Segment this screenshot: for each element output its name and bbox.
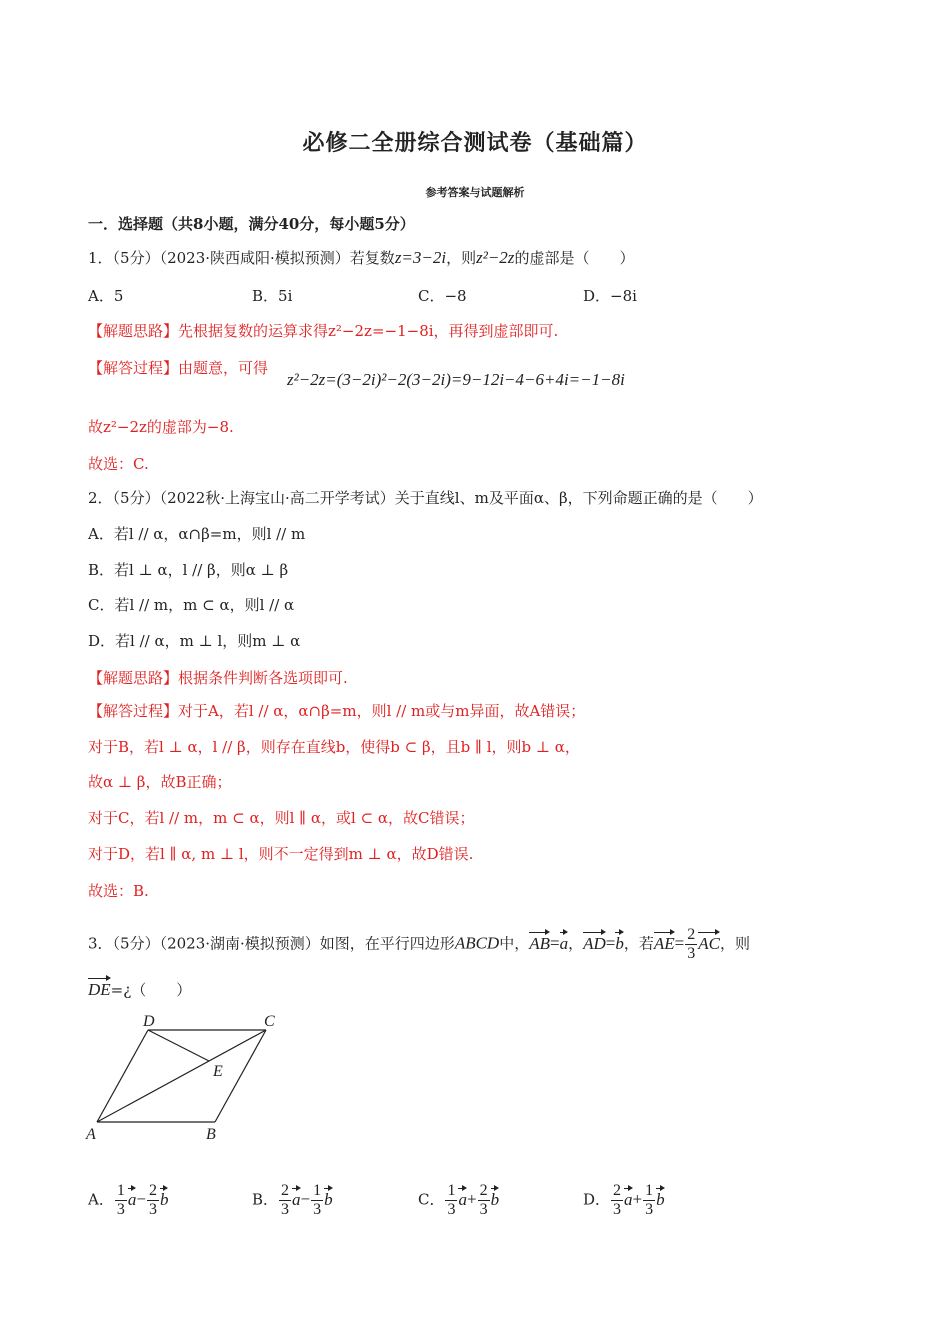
q2-hint-text: 根据条件判断各选项即可. bbox=[178, 669, 348, 687]
q3-option-c: C． $\frac{1}{3}$ a+ $\frac{2}{3}$ b bbox=[418, 1182, 500, 1218]
label-a: A bbox=[86, 1126, 96, 1143]
q3-vector-ab: AB bbox=[529, 933, 550, 953]
label-d: D bbox=[143, 1013, 155, 1030]
label-e: E bbox=[213, 1063, 223, 1080]
q2-hint bbox=[88, 668, 348, 688]
q2-process-line-2: 对于B，若l ⊥ α，l // β，则存在直线b，使得b ⊂ β，且b ∥ l，则b ⊥ α， bbox=[88, 738, 580, 756]
q2-process-line-4: 对于C，若l // m，m ⊂ α，则l ∥ α，或l ⊂ α，故C错误； bbox=[88, 809, 475, 827]
q1-stem bbox=[88, 248, 634, 268]
q3-stem-line-2 bbox=[88, 980, 191, 1000]
label-b: B bbox=[206, 1126, 216, 1143]
q1-process bbox=[88, 358, 268, 378]
q1-stem-prefix: 1．（5分）（2023·陕西咸阳·模拟预测）若复数 bbox=[88, 249, 395, 267]
q2-answer: 故选：B. bbox=[88, 882, 149, 900]
q3-stem-ze: ，则 bbox=[720, 934, 751, 953]
q1-option-c: C．−8 bbox=[418, 287, 467, 305]
q1-stem-expression: z²−2z bbox=[476, 248, 515, 267]
q3-option-d: D． $\frac{2}{3}$ a+ $\frac{1}{3}$ b bbox=[583, 1182, 665, 1218]
q1-process-equation bbox=[287, 370, 625, 390]
q3-vector-ac: AC bbox=[698, 933, 720, 953]
q3-option-b: B． $\frac{2}{3}$ a− $\frac{1}{3}$ b bbox=[252, 1182, 333, 1218]
q2-process-line-5: 对于D，若l ∥ α, m ⊥ l，则不一定得到m ⊥ α，故D错误. bbox=[88, 845, 474, 863]
q3-stem-ruo: ，若 bbox=[623, 934, 654, 953]
q3-stem-prefix: 3．（5分）（2023·湖南·模拟预测）如图，在平行四边形 bbox=[88, 934, 455, 953]
q3-vector-a: a bbox=[559, 933, 569, 953]
segment-de bbox=[148, 1030, 209, 1061]
page-title: 必修二全册综合测试卷（基础篇） bbox=[302, 130, 648, 156]
q3-vector-b: b bbox=[615, 933, 624, 953]
q1-stem-mid: ，则 bbox=[446, 249, 477, 267]
q3-vector-ad: AD bbox=[583, 933, 606, 953]
q1-stem-equation: z=3−2i bbox=[394, 248, 447, 267]
q2-hint-label: 【解题思路】 bbox=[88, 669, 179, 687]
q3-fraction-two-thirds: $\frac{2}{3}$ bbox=[687, 926, 696, 962]
q3-option-a: A． $\frac{1}{3}$ a− $\frac{2}{3}$ b bbox=[88, 1182, 169, 1218]
q1-conclusion: 故z²−2z的虚部为−8. bbox=[88, 418, 234, 436]
parallelogram-figure bbox=[80, 1008, 300, 1148]
q3-stem-abcd: ABCD bbox=[454, 933, 500, 953]
q2-option-d: D．若l // α，m ⊥ l，则m ⊥ α bbox=[88, 632, 301, 650]
q2-process-line-3: 故α ⊥ β，故B正确； bbox=[88, 773, 232, 791]
q2-stem: 2．（5分）（2022秋·上海宝山·高二开学考试）关于直线l、m及平面α、β，下列命题正确的是（ ） bbox=[88, 489, 763, 507]
section-heading: 一．选择题（共8小题，满分40分，每小题5分） bbox=[88, 215, 415, 233]
q1-process-equation-text: z²−2z=(3−2i)²−2(3−2i)=9−12i−4−6+4i=−1−8i bbox=[287, 370, 625, 389]
q1-answer: 故选：C. bbox=[88, 455, 149, 473]
q1-hint-label: 【解题思路】 bbox=[88, 322, 179, 340]
page-subtitle: 参考答案与试题解析 bbox=[425, 186, 525, 199]
label-c: C bbox=[264, 1013, 275, 1030]
q2-process-line-1-text: 对于A，若l // α，α∩β=m，则l // m或与m异面，故A错误； bbox=[178, 702, 586, 720]
q3-stem-line-1: 3．（5分）（2023·湖南·模拟预测）如图，在平行四边形ABCD中，AB=a，AD=b，若AE= $\frac{2}{3}$ AC，则 bbox=[88, 926, 751, 962]
q1-hint bbox=[88, 321, 558, 341]
q1-process-text: 由题意，可得 bbox=[178, 359, 269, 377]
q3-vector-de: DE bbox=[88, 980, 111, 999]
q1-option-b: B．5i bbox=[252, 287, 293, 305]
q3-stem-mid: 中， bbox=[499, 934, 530, 953]
q1-hint-text: 先根据复数的运算求得z²−2z=−1−8i，再得到虚部即可. bbox=[178, 322, 559, 340]
q3-stem-tail: =¿（ ） bbox=[110, 981, 192, 999]
q1-option-d: D．−8i bbox=[583, 287, 637, 305]
q2-option-a: A．若l // α，α∩β=m，则l // m bbox=[88, 525, 306, 543]
q2-option-c: C．若l // m，m ⊂ α，则l // α bbox=[88, 596, 295, 614]
q2-process-line-1 bbox=[88, 701, 585, 721]
q1-option-a: A．5 bbox=[88, 287, 124, 305]
q3-vector-ae: AE bbox=[653, 933, 675, 953]
q2-process-label: 【解答过程】 bbox=[88, 702, 179, 720]
q1-stem-suffix: 的虚部是（ ） bbox=[514, 249, 635, 267]
q2-option-b: B．若l ⊥ α，l // β，则α ⊥ β bbox=[88, 561, 289, 579]
q1-process-label: 【解答过程】 bbox=[88, 359, 179, 377]
